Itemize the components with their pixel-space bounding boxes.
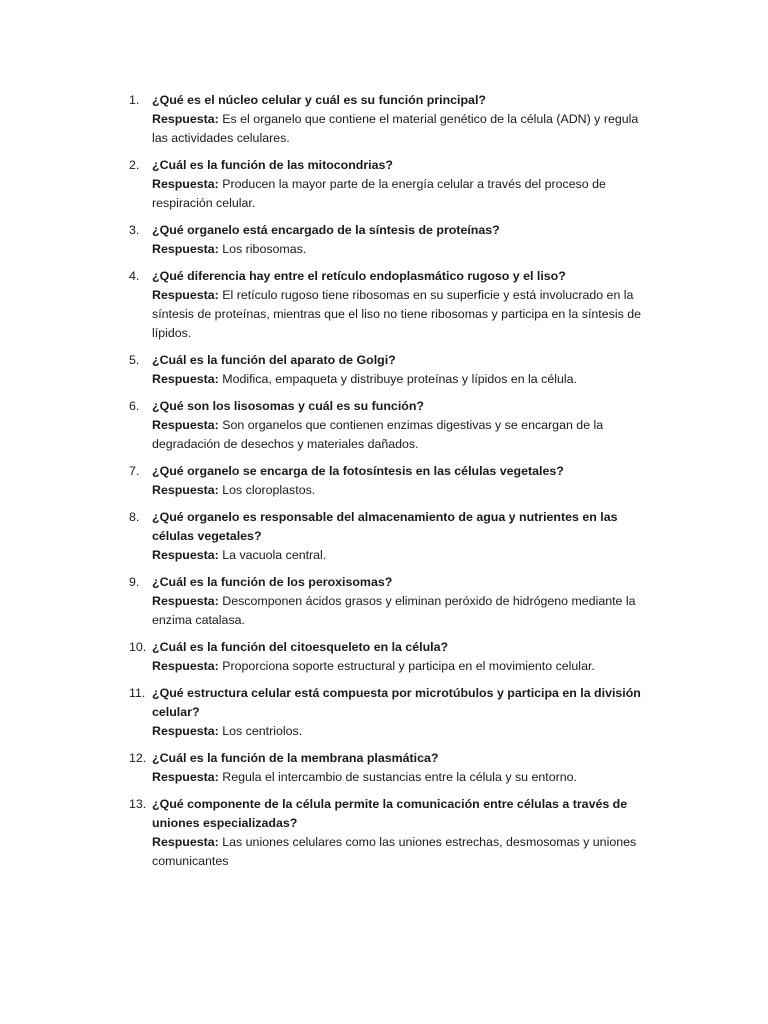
list-item	[0, 397, 768, 454]
answer-text: Es el organelo que contiene el material genético de la célula (ADN) y regula las actividades celulares.	[152, 112, 639, 145]
question-text: ¿Cuál es la función de la membrana plasmática?	[152, 751, 439, 765]
answer-text: Los centriolos.	[222, 724, 303, 738]
question-text: ¿Qué son los lisosomas y cuál es su función?	[152, 399, 424, 413]
item-number: 6.	[129, 399, 140, 413]
item-body	[152, 795, 650, 871]
answer-label: Respuesta:	[152, 659, 223, 673]
question-text: ¿Cuál es la función del citoesqueleto en la célula?	[152, 640, 449, 654]
item-number: 11.	[129, 686, 146, 700]
item-number: 1.	[129, 93, 140, 107]
answer-text: Los ribosomas.	[222, 242, 307, 256]
list-item	[0, 91, 768, 148]
question-text: ¿Qué componente de la célula permite la comunicación entre células a través de uniones especializadas?	[152, 797, 628, 830]
question-text: ¿Qué diferencia hay entre el retículo endoplasmático rugoso y el liso?	[152, 269, 566, 283]
answer-text: Las uniones celulares como las uniones estrechas, desmosomas y uniones comunicantes	[152, 835, 637, 868]
question-text: ¿Qué organelo es responsable del almacenamiento de agua y nutrientes en las células vegetales?	[152, 510, 618, 543]
answer-label: Respuesta:	[152, 177, 223, 191]
question-list	[0, 91, 768, 879]
item-number: 8.	[129, 510, 140, 524]
answer-label: Respuesta:	[152, 594, 223, 608]
answer-text: Descomponen ácidos grasos y eliminan peróxido de hidrógeno mediante la enzima catalasa.	[152, 594, 636, 627]
item-body	[152, 749, 650, 787]
question-text: ¿Cuál es la función de los peroxisomas?	[152, 575, 393, 589]
item-body	[152, 267, 650, 343]
item-number: 10.	[129, 640, 147, 654]
list-item	[0, 573, 768, 630]
item-body	[152, 351, 650, 389]
item-number: 12.	[129, 751, 147, 765]
answer-label: Respuesta:	[152, 724, 223, 738]
question-text: ¿Qué organelo se encarga de la fotosíntesis en las células vegetales?	[152, 464, 564, 478]
item-number: 3.	[129, 223, 140, 237]
answer-label: Respuesta:	[152, 112, 223, 126]
question-text: ¿Qué es el núcleo celular y cuál es su función principal?	[152, 93, 486, 107]
answer-text: Modifica, empaqueta y distribuye proteínas y lípidos en la célula.	[222, 372, 577, 386]
question-text: ¿Qué organelo está encargado de la síntesis de proteínas?	[152, 223, 500, 237]
item-body	[152, 508, 650, 565]
answer-text: Son organelos que contienen enzimas digestivas y se encargan de la degradación de desechos y materiales dañados.	[152, 418, 604, 451]
list-item	[0, 508, 768, 565]
item-number: 13.	[129, 797, 147, 811]
item-body	[152, 221, 650, 259]
question-text: ¿Cuál es la función de las mitocondrias?	[152, 158, 393, 172]
item-body	[152, 573, 650, 630]
item-body	[152, 156, 650, 213]
item-number: 4.	[129, 269, 140, 283]
answer-label: Respuesta:	[152, 288, 223, 302]
question-text: ¿Cuál es la función del aparato de Golgi?	[152, 353, 396, 367]
item-body	[152, 91, 650, 148]
list-item	[0, 749, 768, 787]
answer-label: Respuesta:	[152, 770, 223, 784]
list-item	[0, 267, 768, 343]
answer-text: Regula el intercambio de sustancias entre la célula y su entorno.	[222, 770, 577, 784]
answer-text: La vacuola central.	[222, 548, 327, 562]
item-number: 5.	[129, 353, 140, 367]
answer-label: Respuesta:	[152, 242, 223, 256]
list-item	[0, 462, 768, 500]
item-number: 9.	[129, 575, 140, 589]
item-number: 7.	[129, 464, 140, 478]
item-number: 2.	[129, 158, 140, 172]
item-body	[152, 638, 650, 676]
item-body	[152, 397, 650, 454]
answer-label: Respuesta:	[152, 418, 223, 432]
answer-text: Los cloroplastos.	[222, 483, 316, 497]
answer-text: Producen la mayor parte de la energía celular a través del proceso de respiración celular.	[152, 177, 606, 210]
list-item	[0, 221, 768, 259]
item-body	[152, 684, 650, 741]
item-body	[152, 462, 650, 500]
answer-label: Respuesta:	[152, 835, 223, 849]
list-item	[0, 351, 768, 389]
answer-label: Respuesta:	[152, 548, 223, 562]
question-text: ¿Qué estructura celular está compuesta por microtúbulos y participa en la división celular?	[152, 686, 641, 719]
answer-text: El retículo rugoso tiene ribosomas en su superficie y está involucrado en la síntesis de proteínas, mientras que el liso no tiene ribosomas y participa en la síntesis de lípidos.	[152, 288, 642, 340]
answer-text: Proporciona soporte estructural y participa en el movimiento celular.	[222, 659, 595, 673]
list-item	[0, 156, 768, 213]
answer-label: Respuesta:	[152, 372, 223, 386]
list-item	[0, 638, 768, 676]
list-item	[0, 795, 768, 871]
answer-label: Respuesta:	[152, 483, 223, 497]
list-item	[0, 684, 768, 741]
